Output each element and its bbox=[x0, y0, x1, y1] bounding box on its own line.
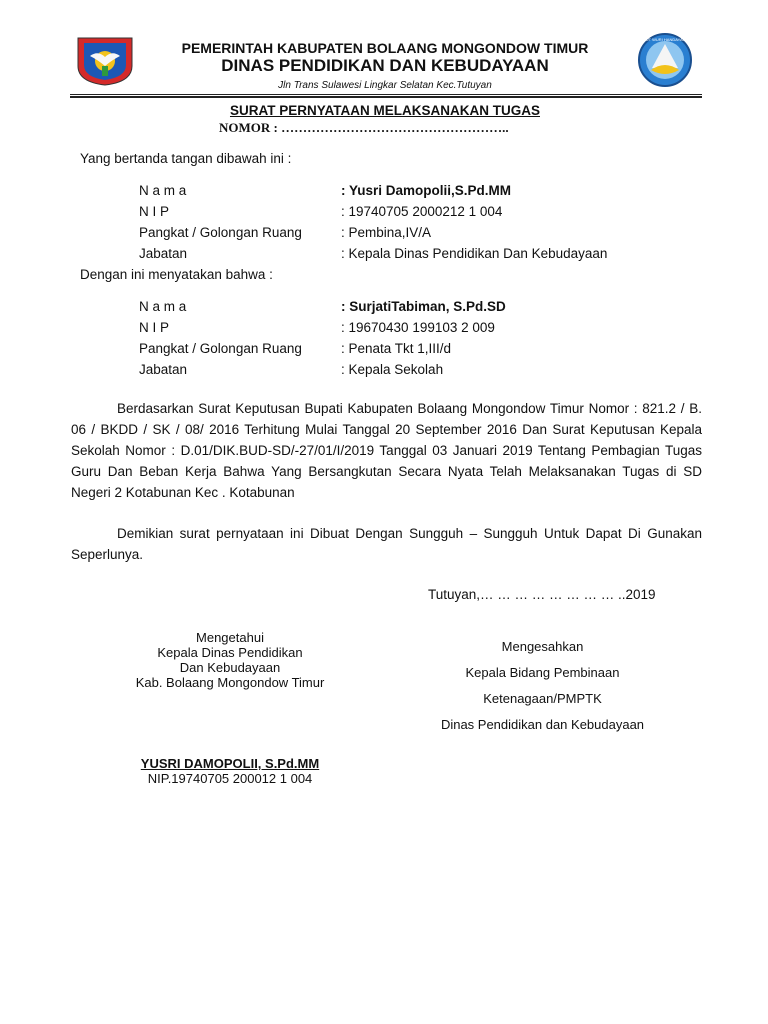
subject-name-value: : SurjatiTabiman, S.Pd.SD bbox=[341, 299, 506, 314]
department-heading: DINAS PENDIDIKAN DAN KEBUDAYAAN bbox=[221, 56, 549, 75]
left-sig-line-2: Kepala Dinas Pendidikan bbox=[157, 645, 303, 660]
address-line: Jln Trans Sulawesi Lingkar Selatan Kec.Tutuyan bbox=[278, 80, 492, 91]
body-paragraph-1: Berdasarkan Surat Keputusan Bupati Kabupaten Bolaang Mongondow Timur Nomor : 821.2 / B. 06 / BKDD / SK / 08/ 2016 Terhitung Mulai Tanggal 20 September 2016 Dan Surat Keputusan Kepala Sekolah Nomor : D.01/DIK.BUD-SD/-27/01/I/2019 Tanggal 03 Januari 2019 Tentang Pembagian Tugas Guru Dan Beban Kerja Bahwa Yang Bersangkutan Secara Nyata Telah Melaksanakan Tugas di SD Negeri 2 Kotabunan Kec . Kotabunan bbox=[71, 401, 702, 500]
signer-rank-value: : Pembina,IV/A bbox=[341, 225, 432, 240]
left-signatory-name: YUSRI DAMOPOLII, S.Pd.MM bbox=[140, 756, 320, 771]
subject-position-label: Jabatan bbox=[139, 362, 188, 377]
subject-nip-label: N I P bbox=[139, 320, 170, 335]
signer-name-label: N a m a bbox=[139, 183, 187, 198]
place-date: Tutuyan,… … … … … … … … ..2019 bbox=[428, 587, 656, 602]
signer-name-value: : Yusri Damopolii,S.Pd.MM bbox=[341, 183, 512, 198]
subject-nip-value: : 19670430 199103 2 009 bbox=[341, 320, 495, 335]
right-sig-line-3: Ketenagaan/PMPTK bbox=[483, 691, 602, 706]
letter-title: SURAT PERNYATAAN MELAKSANAKAN TUGAS bbox=[229, 103, 540, 118]
left-signatory-nip: NIP.19740705 200012 1 004 bbox=[147, 771, 313, 786]
signer-position-label: Jabatan bbox=[139, 246, 188, 261]
signer-nip-label: N I P bbox=[139, 204, 170, 219]
left-sig-line-3: Dan Kebudayaan bbox=[179, 660, 281, 675]
body-paragraph-2: Demikian surat pernyataan ini Dibuat Dengan Sungguh – Sungguh Untuk Dapat Di Gunakan Seperlunya. bbox=[71, 526, 702, 562]
svg-text:TUT WURI HANDAYANI: TUT WURI HANDAYANI bbox=[643, 37, 687, 42]
subject-rank-label: Pangkat / Golongan Ruang bbox=[139, 341, 302, 356]
right-sig-line-1: Mengesahkan bbox=[501, 639, 584, 654]
left-signatory bbox=[110, 756, 350, 786]
left-sig-line-4: Kab. Bolaang Mongondow Timur bbox=[135, 675, 325, 690]
signer-rank-label: Pangkat / Golongan Ruang bbox=[139, 225, 302, 240]
subject-position-value: : Kepala Sekolah bbox=[341, 362, 444, 377]
subject-rank-value: : Penata Tkt 1,III/d bbox=[341, 341, 452, 356]
left-sig-line-1: Mengetahui bbox=[196, 630, 264, 645]
government-heading: PEMERINTAH KABUPATEN BOLAANG MONGONDOW TIMUR bbox=[181, 40, 589, 56]
tut-wuri-handayani-logo bbox=[633, 32, 697, 88]
statement-intro: Dengan ini menyatakan bahwa : bbox=[80, 267, 273, 282]
subject-name-label: N a m a bbox=[139, 299, 187, 314]
letter-number: NOMOR : …………………………………………….. bbox=[219, 120, 509, 135]
signer-position-value: : Kepala Dinas Pendidikan Dan Kebudayaan bbox=[341, 246, 608, 261]
right-signature-block bbox=[415, 634, 670, 738]
signer-nip-value: : 19740705 2000212 1 004 bbox=[341, 204, 503, 219]
regency-emblem-logo bbox=[76, 36, 134, 86]
right-sig-line-2: Kepala Bidang Pembinaan bbox=[465, 665, 620, 680]
header-rule-thin bbox=[70, 94, 702, 95]
intro-text: Yang bertanda tangan dibawah ini : bbox=[80, 151, 292, 166]
right-sig-line-4: Dinas Pendidikan dan Kebudayaan bbox=[440, 717, 645, 732]
left-signature-block bbox=[110, 630, 350, 690]
header-rule-thick bbox=[70, 96, 702, 98]
